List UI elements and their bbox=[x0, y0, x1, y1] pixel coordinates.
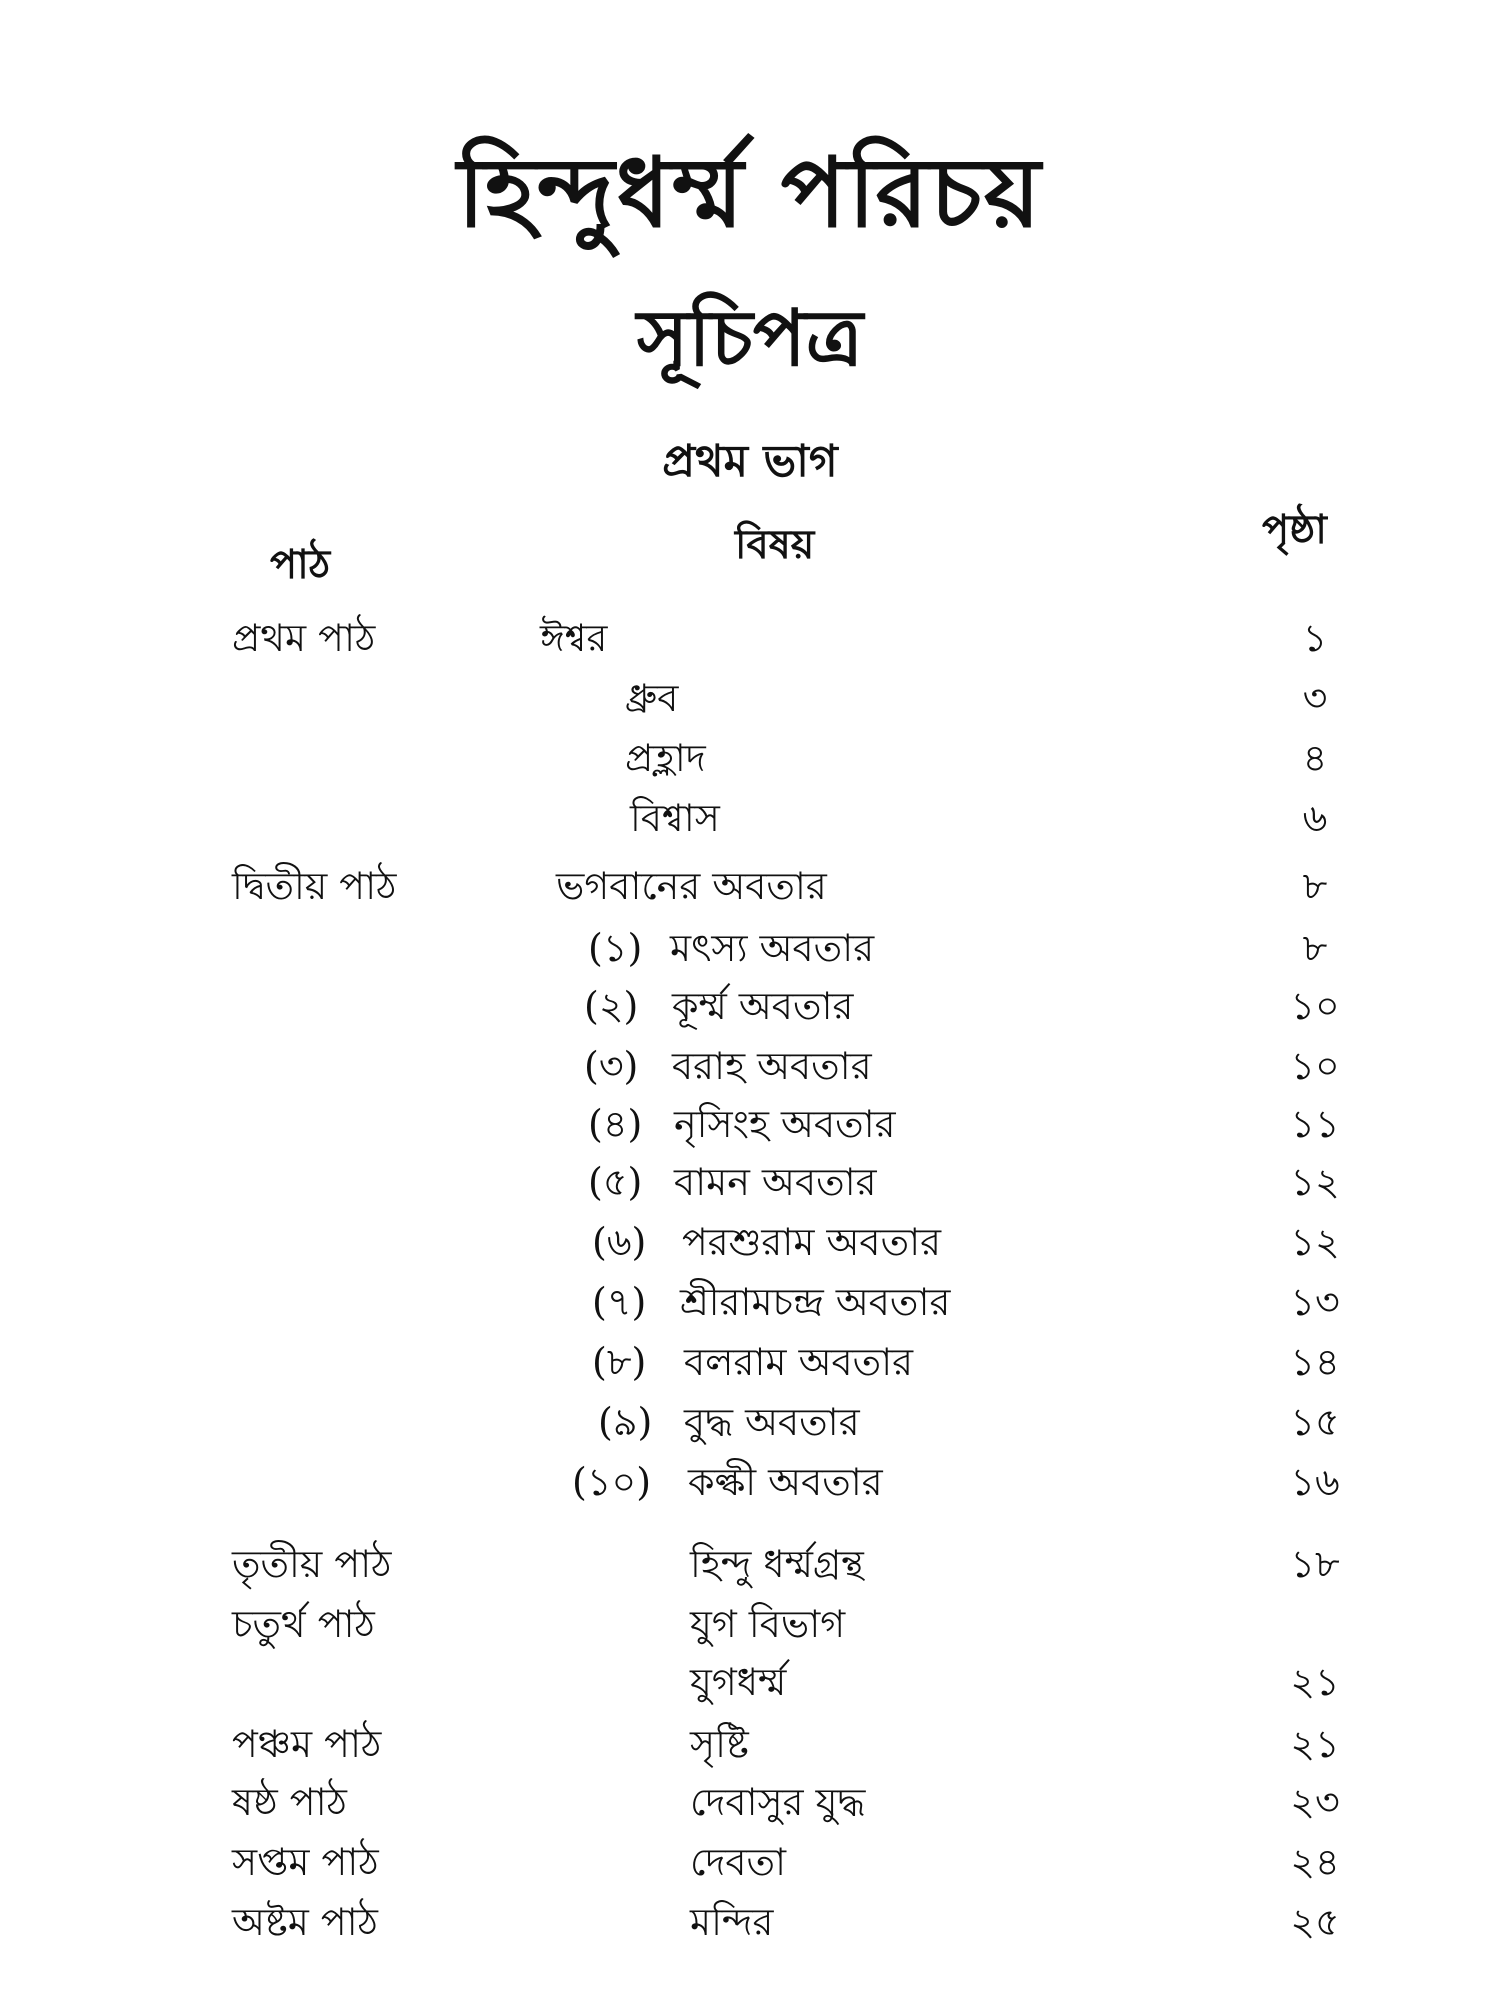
toc-row bbox=[0, 1718, 1500, 1770]
avatar-number: (৫) bbox=[588, 1160, 643, 1204]
lesson-label: অষ্টম পাঠ bbox=[232, 1900, 378, 1944]
toc-row bbox=[0, 1216, 1500, 1268]
topic-label: বুদ্ধ অবতার bbox=[684, 1400, 860, 1444]
page-number: ১০ bbox=[1290, 984, 1340, 1028]
avatar-number: (৩) bbox=[584, 1044, 639, 1088]
topic-label: ঈশ্বর bbox=[540, 616, 608, 660]
avatar-number: (১০) bbox=[572, 1460, 652, 1504]
topic-label: যুগধর্ম্ম bbox=[690, 1660, 787, 1704]
toc-row bbox=[0, 1098, 1500, 1150]
toc-row bbox=[0, 1336, 1500, 1388]
topic-label: পরশুরাম অবতার bbox=[682, 1220, 942, 1264]
page-number: ১৪ bbox=[1290, 1340, 1340, 1384]
column-header-topic: বিষয় bbox=[735, 522, 815, 568]
page-number: ৮ bbox=[1302, 926, 1328, 970]
topic-label: সৃষ্টি bbox=[690, 1722, 749, 1766]
toc-row bbox=[0, 612, 1500, 664]
lesson-label: প্রথম পাঠ bbox=[232, 616, 376, 660]
topic-label: কল্কী অবতার bbox=[688, 1460, 883, 1504]
page-number: ২১ bbox=[1290, 1660, 1340, 1704]
page-number: ১৩ bbox=[1290, 1280, 1340, 1324]
topic-label: হিন্দু ধর্ম্মগ্রন্থ bbox=[690, 1542, 864, 1586]
page-number: ১৫ bbox=[1290, 1400, 1340, 1444]
toc-row bbox=[0, 1598, 1500, 1650]
topic-label: বামন অবতার bbox=[674, 1160, 877, 1204]
page-number: ২১ bbox=[1290, 1722, 1340, 1766]
avatar-number: (৯) bbox=[598, 1400, 653, 1444]
book-title: হিন্দুধর্ম্ম পরিচয় bbox=[457, 136, 1043, 249]
avatar-number: (৪) bbox=[588, 1102, 643, 1146]
page-number: ১০ bbox=[1290, 1044, 1340, 1088]
toc-row bbox=[0, 1656, 1500, 1708]
toc-row bbox=[0, 1040, 1500, 1092]
toc-row bbox=[0, 1776, 1500, 1828]
topic-label: দেবতা bbox=[690, 1840, 787, 1884]
avatar-number: (১) bbox=[588, 926, 643, 970]
topic-label: প্রহ্লাদ bbox=[625, 736, 706, 780]
toc-row bbox=[0, 1156, 1500, 1208]
toc-row bbox=[0, 1538, 1500, 1590]
toc-row bbox=[0, 1456, 1500, 1508]
lesson-label: দ্বিতীয় পাঠ bbox=[232, 864, 397, 908]
column-header-page: পৃষ্ঠা bbox=[1262, 507, 1327, 553]
lesson-label: পঞ্চম পাঠ bbox=[232, 1722, 382, 1766]
page-number: ৮ bbox=[1302, 864, 1328, 908]
page-number: ২৫ bbox=[1290, 1900, 1340, 1944]
section-title: প্রথম ভাগ bbox=[662, 436, 838, 487]
topic-label: দেবাসুর যুদ্ধ bbox=[690, 1780, 866, 1824]
page-number: ১২ bbox=[1290, 1160, 1340, 1204]
page-number: ৪ bbox=[1302, 736, 1328, 780]
topic-label: মন্দির bbox=[690, 1900, 774, 1944]
page-number: ২৩ bbox=[1290, 1780, 1340, 1824]
toc-row bbox=[0, 860, 1500, 912]
page-number: ৩ bbox=[1302, 676, 1328, 720]
page-number: ৬ bbox=[1302, 796, 1328, 840]
toc-row bbox=[0, 792, 1500, 844]
avatar-number: (২) bbox=[584, 984, 639, 1028]
page-number: ২৪ bbox=[1290, 1840, 1340, 1884]
lesson-label: চতুর্থ পাঠ bbox=[232, 1602, 375, 1646]
topic-label: বিশ্বাস bbox=[630, 796, 720, 840]
page-number: ১২ bbox=[1290, 1220, 1340, 1264]
toc-row bbox=[0, 732, 1500, 784]
toc-row bbox=[0, 672, 1500, 724]
lesson-label: ষষ্ঠ পাঠ bbox=[232, 1780, 347, 1824]
toc-row bbox=[0, 980, 1500, 1032]
avatar-number: (৮) bbox=[592, 1340, 647, 1384]
avatar-number: (৭) bbox=[592, 1280, 647, 1324]
topic-label: কূর্ম্ম অবতার bbox=[672, 984, 854, 1028]
topic-label: যুগ বিভাগ bbox=[690, 1602, 846, 1646]
toc-row bbox=[0, 1896, 1500, 1948]
toc-row bbox=[0, 1836, 1500, 1888]
page-number: ১৮ bbox=[1290, 1542, 1340, 1586]
topic-label: ভগবানের অবতার bbox=[556, 864, 827, 908]
page-number: ১৬ bbox=[1290, 1460, 1340, 1504]
topic-label: শ্রীরামচন্দ্র অবতার bbox=[680, 1280, 951, 1324]
topic-label: নৃসিংহ অবতার bbox=[674, 1102, 896, 1146]
avatar-number: (৬) bbox=[592, 1220, 647, 1264]
topic-label: বলরাম অবতার bbox=[684, 1340, 914, 1384]
lesson-label: সপ্তম পাঠ bbox=[232, 1840, 379, 1884]
toc-row bbox=[0, 1276, 1500, 1328]
toc-row bbox=[0, 922, 1500, 974]
topic-label: ধ্রুব bbox=[625, 676, 679, 720]
page-number: ১১ bbox=[1290, 1102, 1340, 1146]
toc-row bbox=[0, 1396, 1500, 1448]
lesson-label: তৃতীয় পাঠ bbox=[232, 1542, 392, 1586]
contents-title: সূচিপত্র bbox=[636, 293, 864, 384]
topic-label: মৎস্য অবতার bbox=[670, 926, 875, 970]
page-number: ১ bbox=[1302, 616, 1328, 660]
topic-label: বরাহ অবতার bbox=[672, 1044, 872, 1088]
column-header-lesson: পাঠ bbox=[270, 542, 331, 588]
